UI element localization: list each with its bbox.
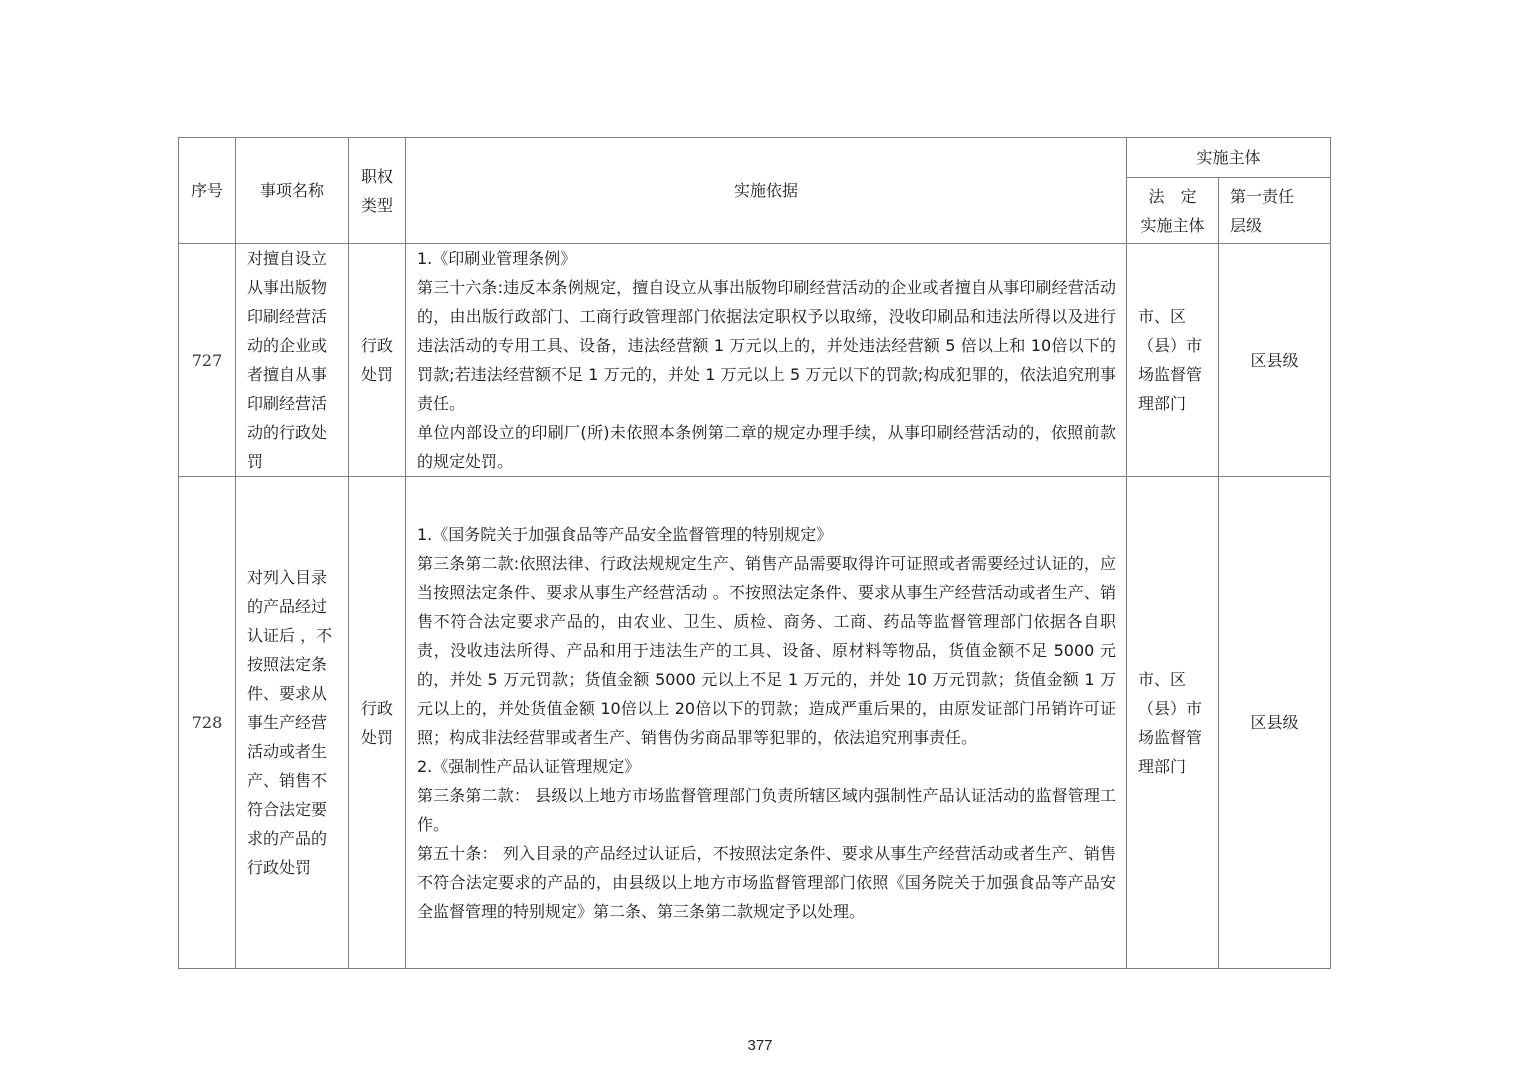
header-basis: 实施依据 [406,138,1127,244]
header-subject-group: 实施主体 [1127,138,1331,178]
table-row [179,477,1331,969]
row-type: 行政 处罚 [349,477,406,969]
row-name: 对列入目录的产品经过认证后 ，不按照法定条件、要求从事生产经营活动或者生产、销售不符合法定要求的产品的行政处罚 [236,477,349,969]
page-number: 377 [747,1037,773,1054]
row-type: 行政 处罚 [349,244,406,477]
basis-paragraph: 1.《印刷业管理条例》 [417,249,577,268]
row-level: 区县级 [1219,477,1331,969]
basis-paragraph: 第三十六条:违反本条例规定，擅自设立从事出版物印刷经营活动的企业或者擅自从事印刷经营活动的，由出版行政部门、工商行政管理部门依据法定职权予以取缔，没收印刷品和违法所得以及进行违法活动的专用工具、设备，违法经营额 1 万元以上的，并处违法经营额 5 倍以上和 10倍以下的罚款;若违法经营额不足 1 万元的，并处 1 万元以上 5 万元以下的罚款;构成犯罪的，依法追究刑事责任。 [417,278,1116,413]
row-subject: 市、区（县）市场监督管理部门 [1127,477,1219,969]
row-level: 区县级 [1219,244,1331,477]
table-row [179,244,1331,477]
header-legal-subject: 法 定 实施主体 [1127,178,1219,244]
basis-paragraph: 1.《国务院关于加强食品等产品安全监督管理的特别规定》 [417,524,833,544]
basis-paragraph: 第三条第二款:依照法律、行政法规规定生产、销售产品需要取得许可证照或者需要经过认证的，应当按照法定条件、要求从事生产经营活动 。不按照法定条件、要求从事生产经营活动或者生产、销售不符合法定要求产品的，由农业、卫生、质检、商务、工商、药品等监督管理部门依据各自职责，没收违法所得、产品和用于违法生产的工具、设备、原材料等物品，货值金额不足 5000 元的，并处 5 万元罚款；货值金额 5000 元以上不足 1 万元的，并处 10 万元罚款；货值金额 1 万元以上的，并处货值金额 10倍以上 20倍以下的罚款；造成严重后果的，由原发证部门吊销许可证照；构成非法经营罪或者生产、销售伪劣商品罪等犯罪的，依法追究刑事责任。 [417,553,1116,747]
enforcement-table [178,137,1331,969]
header-first-level: 第一责任 层级 [1219,178,1331,244]
header-type: 职权 类型 [349,138,406,244]
row-subject: 市、区（县）市场监督管理部门 [1127,244,1219,477]
row-name: 对擅自设立从事出版物印刷经营活动的企业或者擅自从事印刷经营活动的行政处罚 [236,244,349,477]
row-basis [406,244,1127,477]
basis-paragraph: 第五十条： 列入目录的产品经过认证后，不按照法定条件、要求从事生产经营活动或者生产、销售不符合法定要求的产品的，由县级以上地方市场监督管理部门依照《国务院关于加强食品等产品安全监督管理的特别规定》第二条、第三条第二款规定予以处理。 [417,843,1116,921]
row-seq: 727 [179,244,236,477]
header-name: 事项名称 [236,138,349,244]
row-seq: 728 [179,477,236,969]
basis-paragraph: 单位内部设立的印刷厂(所)未依照本条例第二章的规定办理手续，从事印刷经营活动的，依照前款的规定处罚。 [417,423,1116,471]
basis-paragraph: 2.《强制性产品认证管理规定》 [417,756,641,776]
header-seq: 序号 [179,138,236,244]
basis-paragraph: 第三条第二款： 县级以上地方市场监督管理部门负责所辖区域内强制性产品认证活动的监督管理工作。 [417,785,1116,834]
row-basis [406,477,1127,969]
